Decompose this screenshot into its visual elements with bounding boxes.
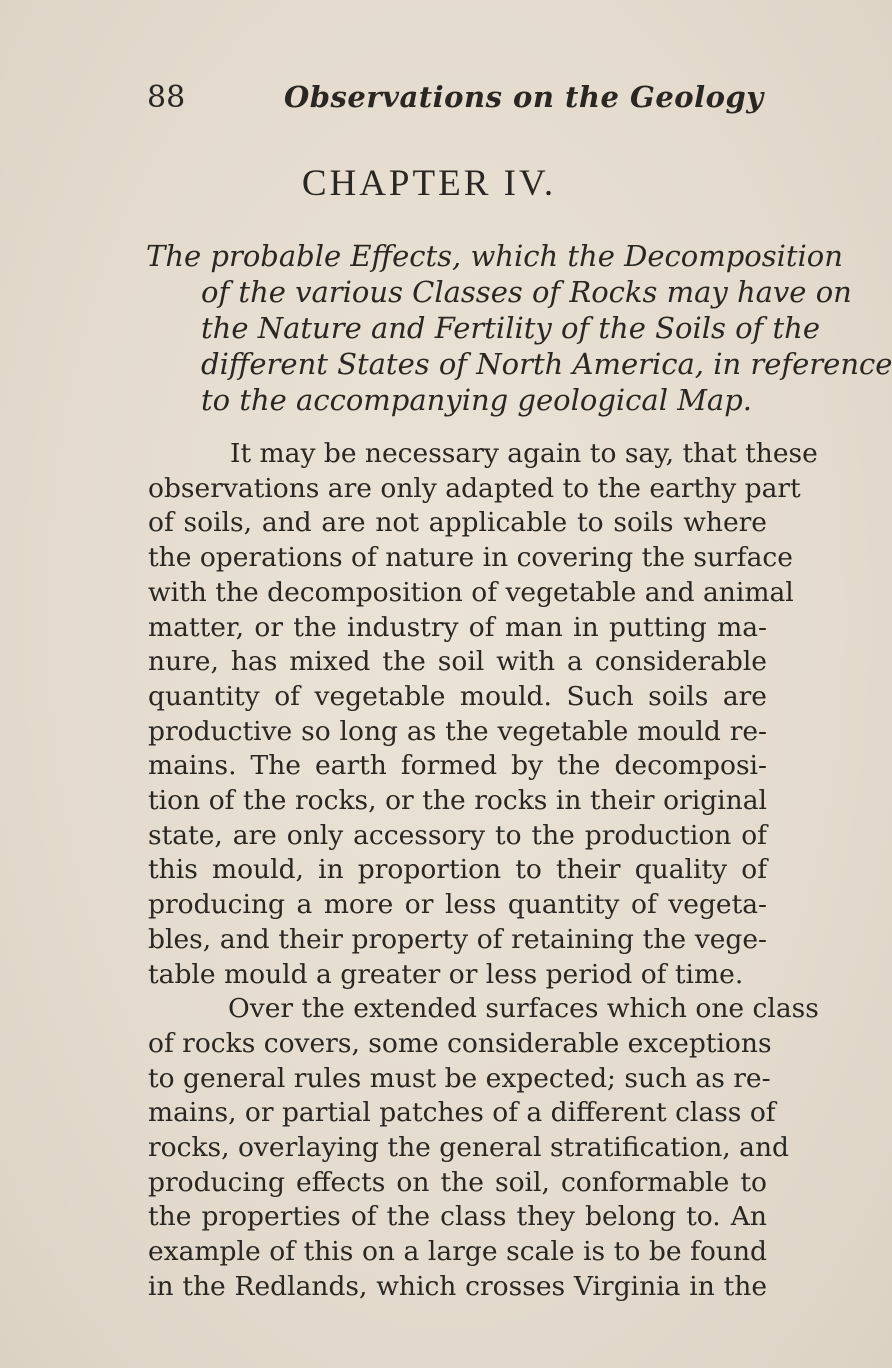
subtitle-line: The probable Effects, which the Decomposition (146, 239, 843, 273)
text-line: this mould, in proportion to their quality of (148, 854, 767, 886)
running-head (147, 80, 767, 126)
subtitle-line: of the various Classes of Rocks may have on (201, 275, 852, 309)
text-line: tion of the rocks, or the rocks in their original (148, 785, 767, 817)
chapter-subtitle (146, 238, 892, 418)
text-line: mains, or partial patches of a different class of (148, 1097, 776, 1129)
subtitle-line: to the accompanying geological Map. (201, 383, 752, 417)
text-line: the properties of the class they belong to. An (148, 1201, 767, 1233)
text-line: It may be necessary again to say, that these (230, 438, 818, 469)
text-line: example of this on a large scale is to be found (148, 1236, 767, 1268)
text-line: with the decomposition of vegetable and animal (148, 576, 794, 608)
text-line: rocks, overlaying the general stratification, and (148, 1132, 789, 1164)
text-line: quantity of vegetable mould. Such soils are (148, 680, 767, 712)
subtitle-line: different States of North America, in reference (201, 347, 892, 381)
text-line: producing a more or less quantity of vegeta- (148, 889, 767, 921)
body-text (148, 437, 819, 1305)
text-line: productive so long as the vegetable mould re- (148, 715, 767, 747)
chapter-heading: CHAPTER IV. (301, 163, 557, 204)
subtitle-line: the Nature and Fertility of the Soils of the (201, 311, 820, 345)
text-line: of soils, and are not applicable to soils where (148, 507, 767, 539)
page-number: 88 (147, 80, 186, 115)
text-line: state, are only accessory to the production of (148, 819, 767, 851)
running-title: Observations on the Geology (284, 80, 764, 114)
text-line: to general rules must be expected; such as re- (148, 1062, 771, 1094)
text-line: nure, has mixed the soil with a considerable (148, 646, 767, 678)
text-line: the operations of nature in covering the surface (148, 542, 793, 574)
text-line: table mould a greater or less period of time. (148, 958, 744, 990)
text-line: in the Redlands, which crosses Virginia in the (148, 1270, 767, 1302)
text-line: mains. The earth formed by the decomposi- (148, 750, 767, 782)
text-line: producing effects on the soil, conformable to (148, 1166, 767, 1198)
text-line: matter, or the industry of man in putting ma- (148, 611, 767, 643)
text-line: observations are only adapted to the earthy part (148, 472, 801, 504)
text-line: of rocks covers, some considerable exceptions (148, 1027, 772, 1059)
text-line: Over the extended surfaces which one class (228, 993, 819, 1025)
text-line: bles, and their property of retaining the vege- (148, 923, 767, 955)
